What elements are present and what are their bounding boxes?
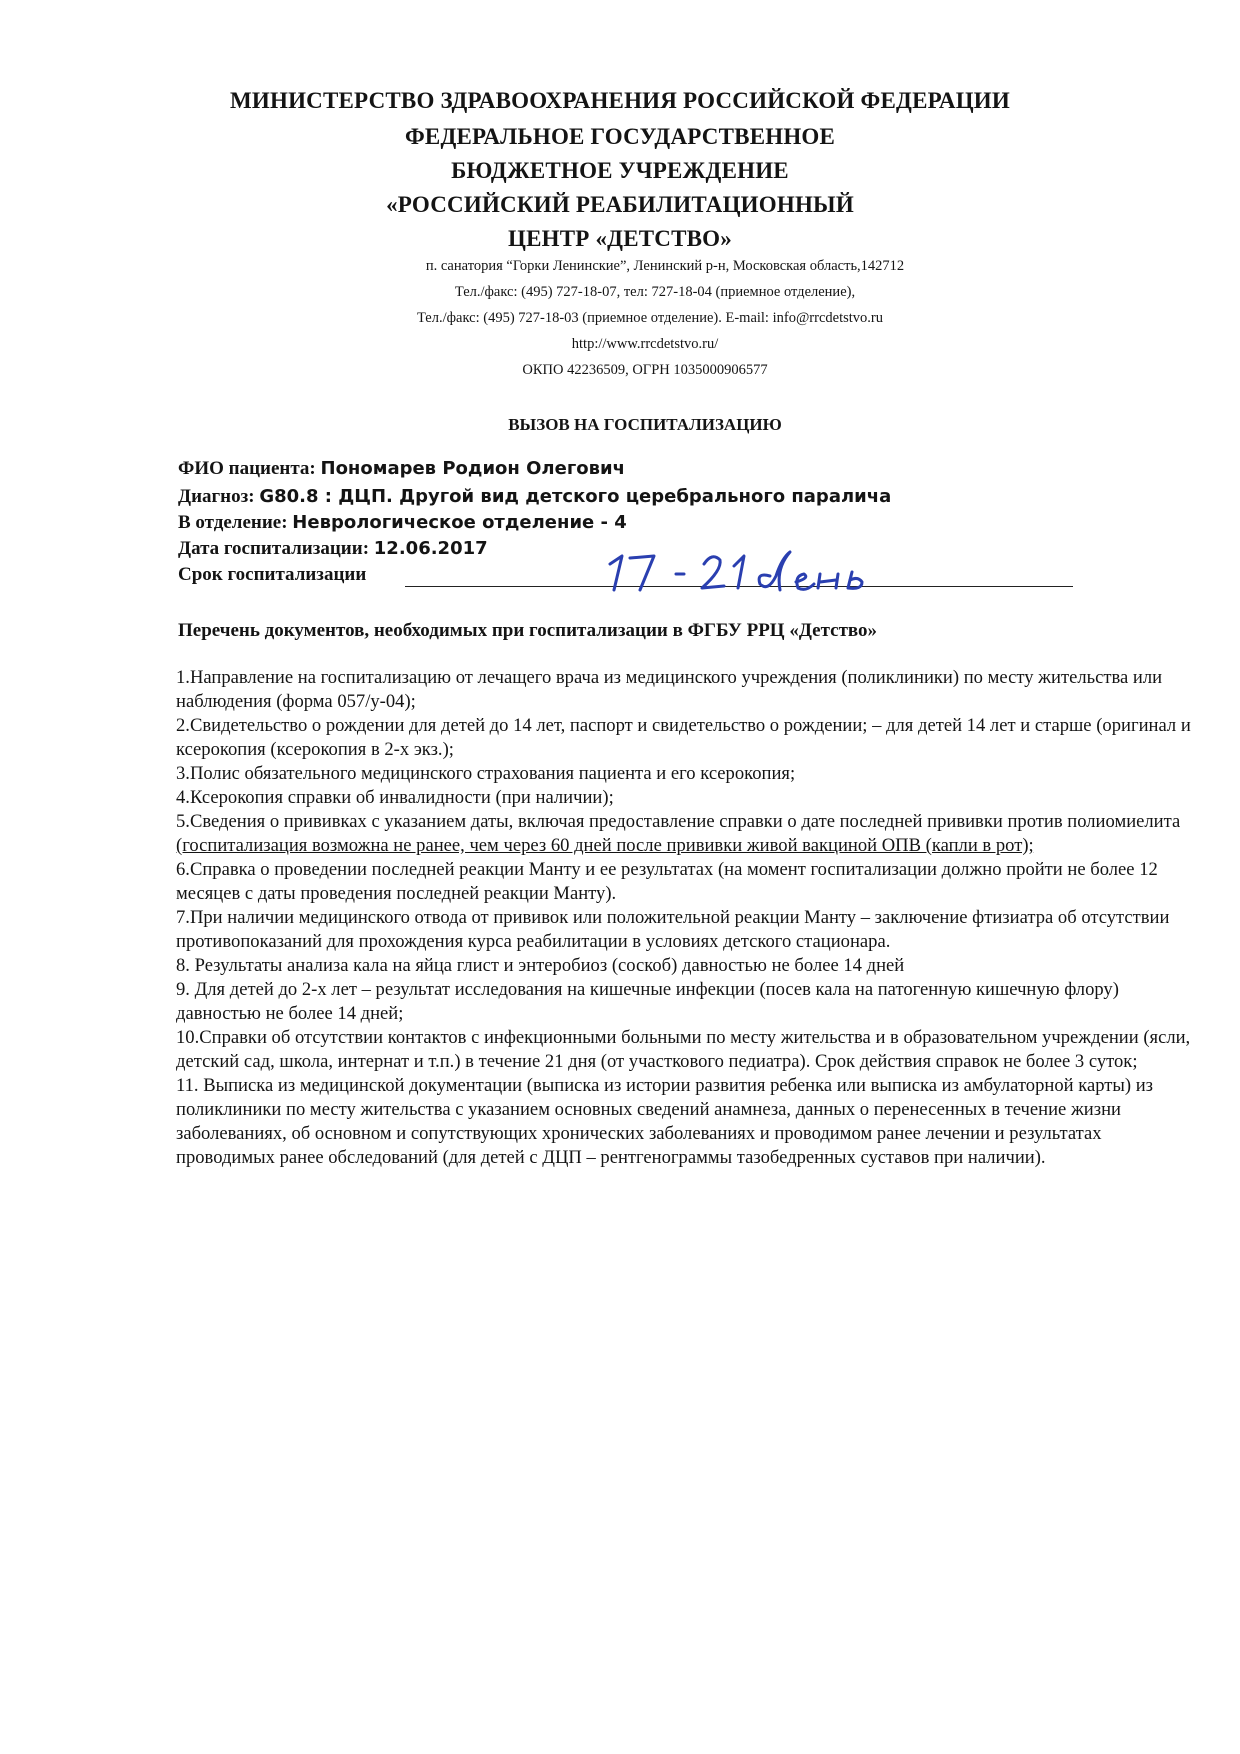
header-budget: БЮДЖЕТНОЕ УЧРЕЖДЕНИЕ — [451, 158, 789, 183]
date-label: Дата госпитализации: — [178, 538, 370, 559]
documents-list — [176, 666, 1200, 1170]
field-department — [178, 512, 627, 534]
list-item: 4.Ксерокопия справки об инвалидности (при наличии); — [176, 787, 614, 808]
list-item: 6.Справка о проведении последней реакции Манту и ее результатах (на момент госпитализации должно пройти не более 12 месяцев с даты проведения последней реакции Манту). — [176, 859, 1158, 904]
department-value: Неврологическое отделение - 4 — [292, 512, 627, 533]
list-item: 3.Полис обязательного медицинского страхования пациента и его ксерокопия; — [176, 763, 796, 784]
list-item: 7.При наличии медицинского отвода от прививок или положительной реакции Манту – заключение фтизиатра об отсутствии противопоказаний для прохождения курса реабилитации в условиях детского стационара. — [176, 907, 1170, 952]
department-label: В отделение: — [178, 512, 288, 533]
header-center-name: «РОССИЙСКИЙ РЕАБИЛИТАЦИОННЫЙ — [386, 192, 854, 217]
contact-website: http://www.rrcdetstvo.ru/ — [571, 336, 719, 352]
document-title: ВЫЗОВ НА ГОСПИТАЛИЗАЦИЮ — [508, 415, 782, 434]
contact-phone-email: Тел./факс: (495) 727-18-03 (приемное отделение). E-mail: info@rrcdetstvo.ru — [417, 310, 883, 326]
list-item: 1.Направление на госпитализацию от лечащего врача из медицинского учреждения (поликлиники) по месту жительства или наблюдения (форма 057/у-04); — [176, 667, 1163, 712]
field-term — [178, 564, 366, 586]
documents-list-title: Перечень документов, необходимых при госпитализации в ФГБУ РРЦ «Детство» — [178, 620, 878, 641]
header-federal: ФЕДЕРАЛЬНОЕ ГОСУДАРСТВЕННОЕ — [404, 124, 836, 149]
list-item: 8. Результаты анализа кала на яйца глист и энтеробиоз (соскоб) давностью не более 14 дней — [176, 955, 905, 976]
item-5-underlined-note: (госпитализация возможна не ранее, чем через 60 дней после прививки живой вакциной ОПВ (капли в рот); — [176, 835, 1034, 856]
handwritten-term — [600, 546, 930, 596]
list-item: 2.Свидетельство о рождении для детей до 14 лет, паспорт и свидетельство о рождении; – для детей 14 лет и старше (оригинал и ксерокопия (ксерокопия в 2-х экз.); — [176, 715, 1191, 760]
header-ministry: МИНИСТЕРСТВО ЗДРАВООХРАНЕНИЯ РОССИЙСКОЙ ФЕДЕРАЦИИ — [229, 88, 1010, 113]
patient-value: Пономарев Родион Олегович — [320, 458, 625, 479]
field-diagnosis — [178, 486, 891, 508]
list-item: 11. Выписка из медицинской документации (выписка из истории развития ребенка или выписка из амбулаторной карты) из поликлиники по месту жительства с указанием основных сведений анамнеза, данных о перенесенных в течение жизни заболеваниях, об основном и сопутствующих хронических заболеваниях и проводимом ранее лечении и результатах проводимых ранее обследований (для детей с ДЦП – рентгенограммы тазобедренных суставов при наличии). — [176, 1075, 1154, 1168]
diagnosis-value: G80.8 : ДЦП. Другой вид детского церебрального паралича — [259, 486, 892, 507]
diagnosis-label: Диагноз: — [178, 486, 255, 507]
contact-address: п. санатория “Горки Ленинские”, Ленинский р-н, Московская область,142712 — [425, 258, 905, 274]
term-label: Срок госпитализации — [178, 564, 367, 585]
field-patient — [178, 458, 625, 480]
field-date — [178, 538, 488, 560]
contact-registration: ОКПО 42236509, ОГРН 1035000906577 — [522, 362, 768, 378]
header-center-detstvo: ЦЕНТР «ДЕТСТВО» — [508, 226, 732, 251]
item-5-text: 5.Сведения о прививках с указанием даты, включая предоставление справки о дате последней прививки против полиомиелита — [176, 811, 1181, 832]
contact-phone-1: Тел./факс: (495) 727-18-07, тел: 727-18-04 (приемное отделение), — [454, 284, 856, 300]
list-item — [176, 810, 1200, 858]
list-item: 9. Для детей до 2-х лет – результат исследования на кишечные инфекции (посев кала на патогенную кишечную флору) давностью не более 14 дней; — [176, 979, 1119, 1024]
date-value: 12.06.2017 — [373, 538, 488, 559]
list-item: 10.Справки об отсутствии контактов с инфекционными больными по месту жительства и в образовательном учреждении (ясли, детский сад, школа, интернат и т.п.) в течение 21 дня (от участкового педиатра). Срок действия справок не более 3 суток; — [176, 1027, 1191, 1072]
patient-label: ФИО пациента: — [178, 458, 316, 479]
